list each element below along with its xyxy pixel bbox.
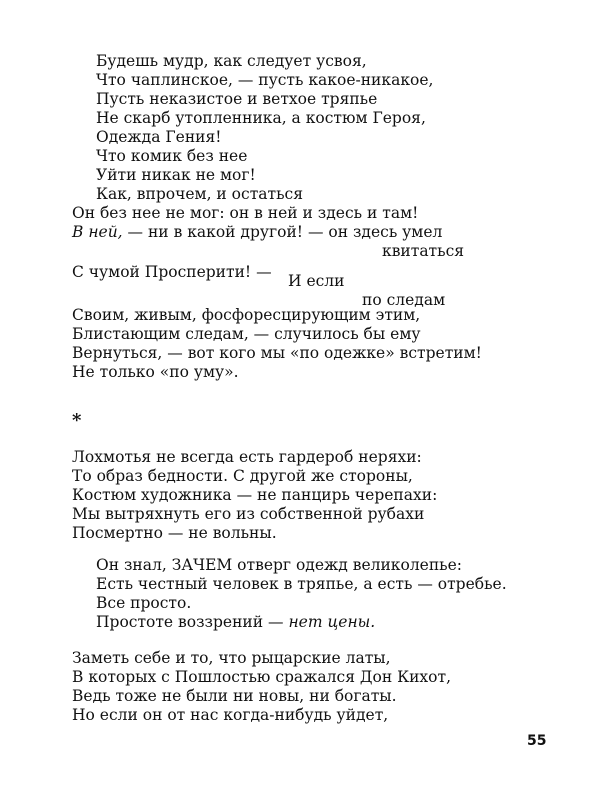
poem-line: Уйти никак не мог!: [96, 166, 256, 184]
poem-line-indented: квитаться: [382, 242, 465, 260]
poem-line: Одежда Гения!: [96, 128, 222, 146]
poem-line: Блистающим следам, — случилось бы ему: [72, 325, 421, 343]
poem-line: Своим, живым, фосфоресцирующим этим,: [72, 306, 421, 324]
poem-line: То образ бедности. С другой же стороны,: [72, 467, 413, 485]
poem-line: Заметь себе и то, что рыцарские латы,: [72, 649, 391, 667]
section-asterisk: *: [72, 410, 82, 431]
poem-line-indented: И если: [288, 272, 345, 290]
poem-line: В которых с Пошлостью сражался Дон Кихот,: [72, 668, 452, 686]
poem-line: Что комик без нее: [96, 147, 248, 165]
italic-phrase: нет цены.: [288, 613, 376, 631]
poem-line: [96, 613, 375, 631]
poem-line: Есть честный человек в тряпье, а есть — отребье.: [96, 575, 507, 593]
poem-line-rest: — ни в какой другой! — он здесь умел: [122, 223, 443, 241]
poem-line: Мы вытряхнуть его из собственной рубахи: [72, 505, 425, 523]
poem-line-indented: по следам: [362, 291, 446, 309]
poem-line: Лохмотья не всегда есть гардероб неряхи:: [72, 448, 422, 466]
poem-line-start: Простоте воззрений —: [96, 613, 289, 631]
poem-line: С чумой Просперити! —: [72, 263, 272, 281]
poem-line: Вернуться, — вот кого мы «по одежке» встретим!: [72, 344, 482, 362]
poem-line: Не скарб утопленника, а костюм Героя,: [96, 109, 426, 127]
poem-line: Но если он от нас когда-нибудь уйдет,: [72, 706, 389, 724]
italic-phrase: В ней,: [72, 223, 123, 241]
poem-line: Он без нее не мог: он в ней и здесь и там!: [72, 204, 419, 222]
poem-line: Посмертно — не вольны.: [72, 524, 277, 542]
poem-line: Все просто.: [96, 594, 192, 612]
poem-line: Ведь тоже не были ни новы, ни богаты.: [72, 687, 397, 705]
poem-line: Будешь мудр, как следует усвоя,: [96, 52, 367, 70]
poem-line: Костюм художника — не панцирь черепахи:: [72, 486, 438, 504]
poem-line: Пусть неказистое и ветхое тряпье: [96, 90, 378, 108]
poem-line: Не только «по уму».: [72, 363, 239, 381]
page-number: 55: [527, 733, 547, 749]
poem-line: Как, впрочем, и остаться: [96, 185, 303, 203]
poem-line: Он знал, ЗАЧЕМ отверг одежд великолепье:: [96, 556, 463, 574]
poem-line: Что чаплинское, — пусть какое-никакое,: [96, 71, 434, 89]
poem-line: [72, 223, 442, 241]
